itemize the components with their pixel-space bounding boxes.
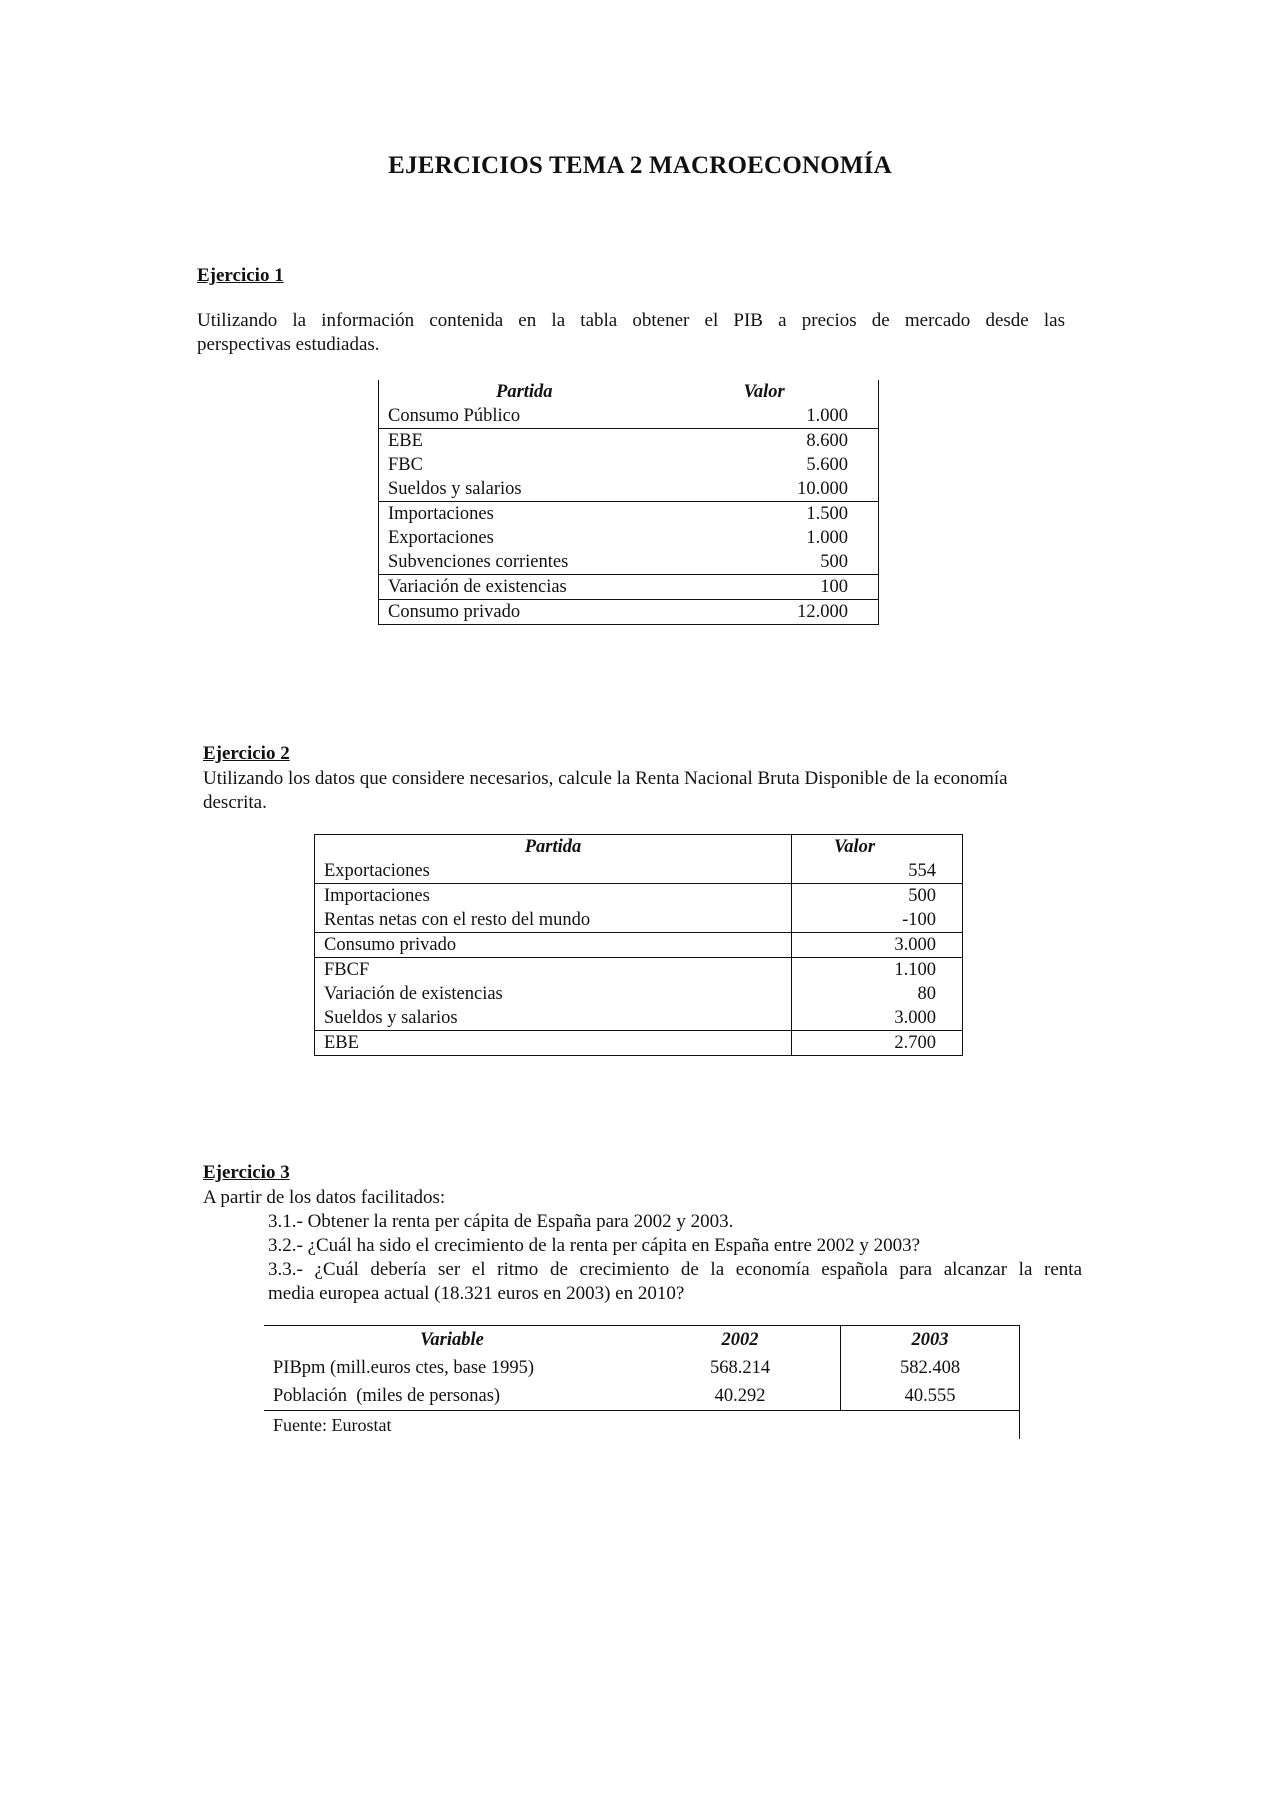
row-label: Exportaciones bbox=[324, 861, 430, 881]
table-row bbox=[379, 550, 879, 575]
row-label: EBE bbox=[315, 1031, 792, 1056]
exercise-1-statement-line-1: Utilizando la información contenida en la tabla obtener el PIB a precios de mercado desde las bbox=[197, 310, 1065, 331]
row-value-2003: 582.408 bbox=[841, 1354, 1020, 1382]
table-row bbox=[315, 1006, 963, 1031]
table-row bbox=[379, 453, 879, 477]
table-row bbox=[315, 933, 963, 958]
table-row bbox=[315, 908, 963, 933]
exercise-1-heading: Ejercicio 1 bbox=[197, 265, 284, 286]
row-value: 10.000 bbox=[797, 479, 848, 499]
row-value: 2.700 bbox=[792, 1031, 963, 1056]
row-value: 1.100 bbox=[792, 958, 963, 983]
row-value: 1.000 bbox=[806, 406, 848, 426]
exercise-3-heading: Ejercicio 3 bbox=[203, 1162, 290, 1183]
row-value-2002: 568.214 bbox=[709, 1358, 771, 1378]
exercise-3-question-3-line-1: 3.3.- ¿Cuál debería ser el ritmo de crecimiento de la economía española para alcanzar la renta bbox=[268, 1259, 1082, 1280]
table-row bbox=[315, 982, 963, 1006]
table-row bbox=[379, 502, 879, 527]
row-label: Importaciones bbox=[379, 502, 726, 527]
row-value: 5.600 bbox=[806, 455, 848, 475]
row-value: 3.000 bbox=[792, 1006, 963, 1031]
row-label: FBCF bbox=[315, 958, 792, 983]
row-label: Consumo privado bbox=[379, 600, 726, 625]
row-value-2003: 40.555 bbox=[841, 1382, 1020, 1411]
exercise-3-question-1: 3.1.- Obtener la renta per cápita de España para 2002 y 2003. bbox=[268, 1211, 734, 1232]
row-label: Importaciones bbox=[315, 884, 792, 909]
table-row bbox=[315, 1031, 963, 1056]
exercise-2-heading: Ejercicio 2 bbox=[203, 743, 290, 764]
exercise-3-question-3-line-2: media europea actual (18.321 euros en 2003) en 2010? bbox=[268, 1283, 685, 1304]
row-label: Rentas netas con el resto del mundo bbox=[324, 910, 591, 930]
exercise-3-question-2: 3.2.- ¿Cuál ha sido el crecimiento de la renta per cápita en España entre 2002 y 2003? bbox=[268, 1235, 921, 1256]
row-value: 1.500 bbox=[726, 502, 879, 527]
row-label: Sueldos y salarios bbox=[324, 1008, 458, 1028]
exercise-3-table bbox=[264, 1325, 1020, 1439]
table-source: Fuente: Eurostat bbox=[264, 1411, 1020, 1440]
table-row bbox=[379, 600, 879, 625]
row-value-2002: 40.292 bbox=[714, 1386, 766, 1406]
row-label: EBE bbox=[379, 429, 726, 454]
row-label: Variación de existencias bbox=[324, 984, 503, 1004]
table-row bbox=[379, 477, 879, 502]
row-value: 80 bbox=[792, 982, 963, 1006]
column-header-partida: Partida bbox=[524, 837, 582, 857]
row-value: -100 bbox=[792, 908, 963, 933]
page-title: EJERCICIOS TEMA 2 MACROECONOMÍA bbox=[388, 152, 892, 179]
exercise-1-statement-line-2: perspectivas estudiadas. bbox=[197, 334, 380, 355]
table-row bbox=[264, 1354, 1020, 1382]
row-value: 12.000 bbox=[726, 600, 879, 625]
row-label: Variación de existencias bbox=[379, 575, 726, 600]
row-label: Consumo Público bbox=[388, 406, 521, 426]
row-label: Población (miles de personas) bbox=[273, 1386, 501, 1406]
row-label: Subvenciones corrientes bbox=[388, 552, 569, 572]
table-row bbox=[379, 575, 879, 600]
row-value: 500 bbox=[820, 552, 848, 572]
table-row bbox=[315, 884, 963, 909]
column-header-partida: Partida bbox=[496, 382, 553, 402]
row-value: 554 bbox=[792, 859, 963, 884]
row-value: 1.000 bbox=[806, 528, 848, 548]
row-label: Sueldos y salarios bbox=[388, 479, 522, 499]
row-label: Consumo privado bbox=[315, 933, 792, 958]
table-row bbox=[379, 429, 879, 454]
row-value: 3.000 bbox=[792, 933, 963, 958]
row-value: 8.600 bbox=[726, 429, 879, 454]
row-label: FBC bbox=[388, 455, 423, 475]
table-row bbox=[379, 404, 879, 429]
row-value: 500 bbox=[792, 884, 963, 909]
column-header-2002: 2002 bbox=[721, 1330, 759, 1350]
column-header-2003: 2003 bbox=[841, 1326, 1020, 1355]
row-label: Exportaciones bbox=[388, 528, 494, 548]
column-header-valor: Valor bbox=[792, 835, 963, 860]
table-row bbox=[315, 859, 963, 884]
table-source-row bbox=[264, 1411, 1020, 1440]
exercise-3-intro: A partir de los datos facilitados: bbox=[203, 1187, 446, 1208]
table-row bbox=[315, 958, 963, 983]
column-header-valor: Valor bbox=[743, 382, 785, 402]
exercise-2-statement-line-2: descrita. bbox=[203, 792, 267, 813]
table-row bbox=[264, 1382, 1020, 1411]
table-row bbox=[379, 526, 879, 550]
exercise-2-statement-line-1: Utilizando los datos que considere necesarios, calcule la Renta Nacional Bruta Disponible de la economía bbox=[203, 768, 1008, 789]
exercise-2-table bbox=[314, 834, 963, 1056]
row-value: 100 bbox=[726, 575, 879, 600]
exercise-1-table bbox=[378, 380, 879, 625]
row-label: PIBpm (mill.euros ctes, base 1995) bbox=[273, 1358, 535, 1378]
column-header-variable: Variable bbox=[420, 1330, 484, 1350]
